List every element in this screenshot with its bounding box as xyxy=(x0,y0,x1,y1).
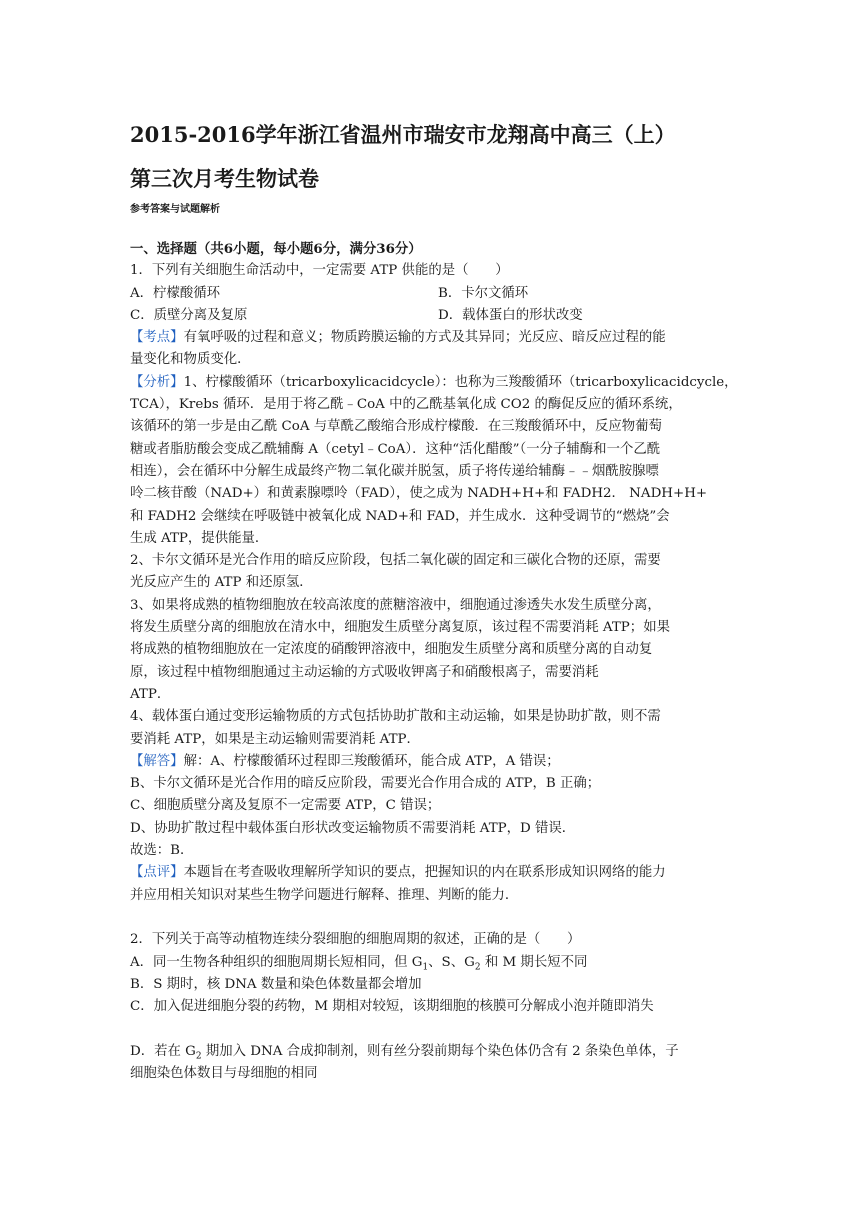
dianping-text-2: 并应用相关知识对某些生物学问题进行解释、推理、判断的能力． xyxy=(130,887,519,903)
dianping-tag: 【点评】 xyxy=(130,865,184,881)
jieda-answer: 故选：B． xyxy=(130,843,194,859)
kaodian-tag: 【考点】 xyxy=(130,330,184,346)
fenxi-text-11: 3、如果将成熟的植物细胞放在较高浓度的蔗糖溶液中，细胞通过渗透失水发生质壁分离， xyxy=(130,597,661,613)
q1-options-ab xyxy=(130,283,732,305)
question-2 xyxy=(130,929,732,1085)
subscript-g2: 2 xyxy=(195,1051,202,1062)
q2-option-d-text: D．若在 G xyxy=(130,1043,196,1059)
fenxi-text-6: 呤二核苷酸（NAD+）和黄素腺嘌呤（FAD），使之成为 NADH+H+和 FADH2． NADH+H+ xyxy=(130,486,708,502)
fenxi-text-13: 将成熟的植物细胞放在一定浓度的硝酸钾溶液中，细胞发生质壁分离和质壁分离的自动复 xyxy=(130,642,653,658)
q2-option-a-end: 和 M 期长短不同 xyxy=(480,954,588,970)
spacer-2 xyxy=(130,1018,732,1040)
q1-jieda xyxy=(130,751,732,773)
q2-option-a xyxy=(130,952,732,974)
subscript-2: 2 xyxy=(474,962,481,973)
dianping-text-1: 本题旨在考查吸收理解所学知识的要点，把握知识的内在联系形成知识网络的能力 xyxy=(183,865,666,881)
q1-kaodian xyxy=(130,327,732,349)
q2-option-d xyxy=(130,1041,732,1063)
fenxi-text-1: 1、柠檬酸循环（tricarboxylicacidcycle）：也称为三羧酸循环（tricarboxylicacidcycle， xyxy=(183,374,738,390)
q1-options-cd xyxy=(130,305,732,327)
q2-option-d-end: 期加入 DNA 合成抑制剂，则有丝分裂前期每个染色体仍含有 2 条染色单体，子 xyxy=(201,1043,679,1059)
jieda-text-3: C、细胞质壁分离及复原不一定需要 ATP，C 错误； xyxy=(130,798,441,814)
q1-option-a: A．柠檬酸循环 xyxy=(130,285,221,301)
subscript-1: 1 xyxy=(422,962,429,973)
q1-option-c: C．质壁分离及复原 xyxy=(130,307,248,323)
fenxi-text-12: 将发生质壁分离的细胞放在清水中，细胞发生质壁分离复原，该过程不需要消耗 ATP；如果 xyxy=(130,620,670,636)
question-1 xyxy=(130,260,738,907)
q2-option-b: B．S 期时，核 DNA 数量和染色体数量都会增加 xyxy=(130,976,422,992)
fenxi-text-7: 和 FADH2 会继续在呼吸链中被氧化成 NAD+和 FAD，并生成水．这种受调节的“燃烧”会 xyxy=(130,508,670,524)
fenxi-tag: 【分析】 xyxy=(130,374,184,390)
title-line-1: 2015-2016学年浙江省温州市瑞安市龙翔高中高三（上） xyxy=(130,122,676,147)
q2-option-d-line-2: 细胞染色体数目与母细胞的相同 xyxy=(130,1065,318,1081)
fenxi-text-17: 要消耗 ATP，如果是主动运输则需要消耗 ATP． xyxy=(130,731,420,747)
jieda-text-2: B、卡尔文循环是光合作用的暗反应阶段，需要光合作用合成的 ATP，B 正确； xyxy=(130,776,601,792)
q1-option-b: B．卡尔文循环 xyxy=(438,285,529,301)
fenxi-text-10: 光反应产生的 ATP 和还原氢． xyxy=(130,575,313,591)
fenxi-text-9: 2、卡尔文循环是光合作用的暗反应阶段，包括二氧化碳的固定和三碳化合物的还原，需要 xyxy=(130,553,661,569)
fenxi-text-16: 4、载体蛋白通过变形运输物质的方式包括协助扩散和主动运输，如果是协助扩散，则不需 xyxy=(130,709,661,725)
fenxi-text-2: TCA），Krebs 循环．是用于将乙酰﹣CoA 中的乙酰基氧化成 CO2 的酶促反应的循环系统， xyxy=(130,397,682,413)
q2-option-a-mid: 、S、G xyxy=(428,954,475,970)
fenxi-text-14: 原，该过程中植物细胞通过主动运输的方式吸收钾离子和硝酸根离子，需要消耗 xyxy=(130,664,599,680)
q2-stem: 2．下列关于高等动植物连续分裂细胞的细胞周期的叙述，正确的是（ ） xyxy=(130,932,581,948)
fenxi-text-4: 糖或者脂肪酸会变成乙酰辅酶 A（cetyl﹣CoA）．这种“活化醋酸”（一分子辅酶和一个乙酰 xyxy=(130,441,661,457)
content xyxy=(130,238,738,1085)
section-heading: 一、选择题（共6小题，每小题6分，满分36分） xyxy=(130,241,422,257)
jieda-text-1: 解：A、柠檬酸循环过程即三羧酸循环，能合成 ATP，A 错误； xyxy=(183,753,560,769)
q1-dianping xyxy=(130,862,732,884)
subtitle: 参考答案与试题解析 xyxy=(130,204,220,215)
fenxi-text-3: 该循环的第一步是由乙酰 CoA 与草酰乙酸缩合形成柠檬酸．在三羧酸循环中，反应物葡萄 xyxy=(130,419,662,435)
q2-option-a-text: A．同一生物各种组织的细胞周期长短相同，但 G xyxy=(130,954,423,970)
fenxi-text-5: 相连），会在循环中分解生成最终产物二氧化碳并脱氢，质子将传递给辅酶﹣﹣烟酰胺腺嘌 xyxy=(130,463,659,479)
kaodian-text-1: 有氧呼吸的过程和意义；物质跨膜运输的方式及其异同；光反应、暗反应过程的能 xyxy=(183,330,666,346)
spacer xyxy=(130,907,732,929)
q1-option-d: D．载体蛋白的形状改变 xyxy=(438,307,583,323)
exam-title xyxy=(130,113,750,201)
jieda-tag: 【解答】 xyxy=(130,753,184,769)
fenxi-text-8: 生成 ATP，提供能量． xyxy=(130,530,269,546)
q2-option-c: C．加入促进细胞分裂的药物，M 期相对较短，该期细胞的核膜可分解成小泡并随即消失 xyxy=(130,999,654,1015)
jieda-text-4: D、协助扩散过程中载体蛋白形状改变运输物质不需要消耗 ATP，D 错误． xyxy=(130,820,576,836)
q1-stem: 1．下列有关细胞生命活动中，一定需要 ATP 供能的是（ ） xyxy=(130,263,509,279)
q1-fenxi xyxy=(130,372,738,394)
title-line-2: 第三次月考生物试卷 xyxy=(130,166,319,191)
fenxi-text-15: ATP． xyxy=(130,686,171,702)
kaodian-text-2: 量变化和物质变化． xyxy=(130,352,251,368)
